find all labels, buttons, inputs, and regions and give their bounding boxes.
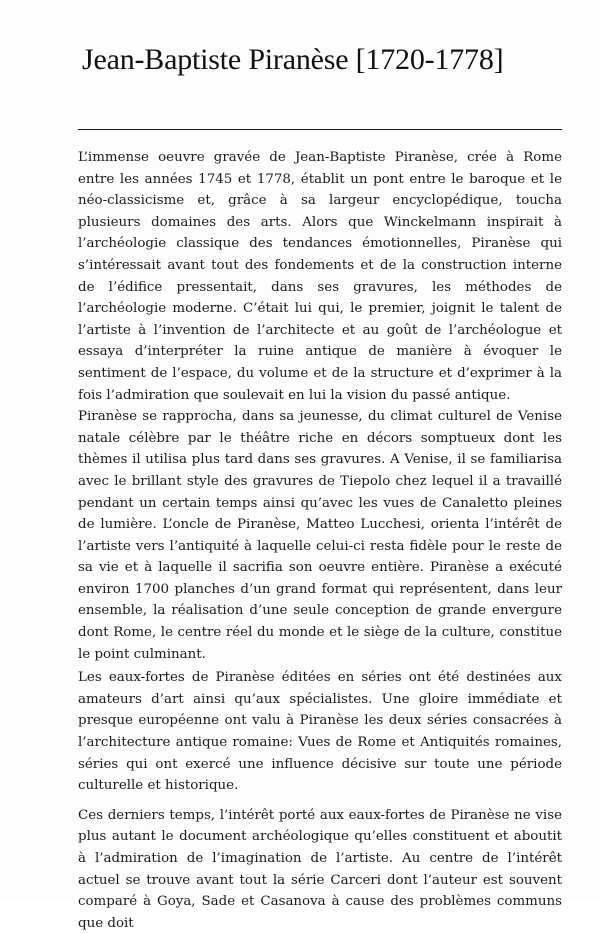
paragraph-2: Piranèse se rapprocha, dans sa jeunesse, du climat culturel de Venise natale célèbre par le théâtre riche en décors somptueux dont les thèmes il utilisa plus tard dans ses gravures. A Venise, il se familiarisa avec le brillant style des gravures de Tiepolo chez lequel il a travaillé pendant un certain temps ainsi qu’avec les vues de Canaletto pleines de lumière. L’oncle de Piranèse, Matteo Lucchesi, orienta l’intérêt de l’artiste vers l’antiquité à laquelle celui-ci resta fidèle pour le reste de sa vie et à laquelle il sacrifia son oeuvre entière. Piranèse a exécuté environ 1700 planches d’un grand format qui représentent, dans leur ensemble, la réalisation d’une seule conception de grande envergure dont Rome, le centre réel du monde et le siège de la culture, constitue le point culminant. xyxy=(78,409,562,662)
page-title: Jean-Baptiste Piranèse [1720-1778] xyxy=(82,43,504,76)
paragraph-1: L’immense oeuvre gravée de Jean-Baptiste Piranèse, crée à Rome entre les années 1745 et 1778, établit un pont entre le baroque et le néo-classicisme et, grâce à sa largeur encyclopédique, toucha plusieurs domaines des arts. Alors que Winckelmann inspirait à l’archéologie classique des tendances émotionnelles, Piranèse qui s’intéressait avant tout des fondements et de la construction interne de l’édifice pressentait, dans ses gravures, les méthodes de l’archéologie moderne. C’était lui qui, le premier, joignit le talent de l’artiste à l’invention de l’architecte et au goût de l’archéologue et essaya d’interpréter la ruine antique de manière à évoquer le sentiment de l’espace, du volume et de la structure et d’exprimer à la fois l’admiration que soulevait en lui la vision du passé antique. xyxy=(78,150,562,403)
paragraph-3: Les eaux-fortes de Piranèse éditées en séries ont été destinées aux amateurs d’art ainsi qu’aux spécialistes. Une gloire immédiate et presque européenne ont valu à Piranèse les deux séries consacrées à l’architecture antique romaine: Vues de Rome et Antiquités romaines, séries qui ont exercé une influence décisive sur toute une période culturelle et historique. xyxy=(78,670,562,794)
paragraph-4: Ces derniers temps, l’intérêt porté aux eaux-fortes de Piranèse ne vise plus autant le document archéologique qu’elles constituent et aboutit à l’admiration de l’imagination de l’artiste. Au centre de l’intérêt actuel se trouve avant tout la série Carceri dont l’auteur est souvent comparé à Goya, Sade et Casanova à cause des problèmes communs que doit xyxy=(78,807,562,931)
title-divider xyxy=(78,129,562,130)
article-body xyxy=(78,147,562,934)
